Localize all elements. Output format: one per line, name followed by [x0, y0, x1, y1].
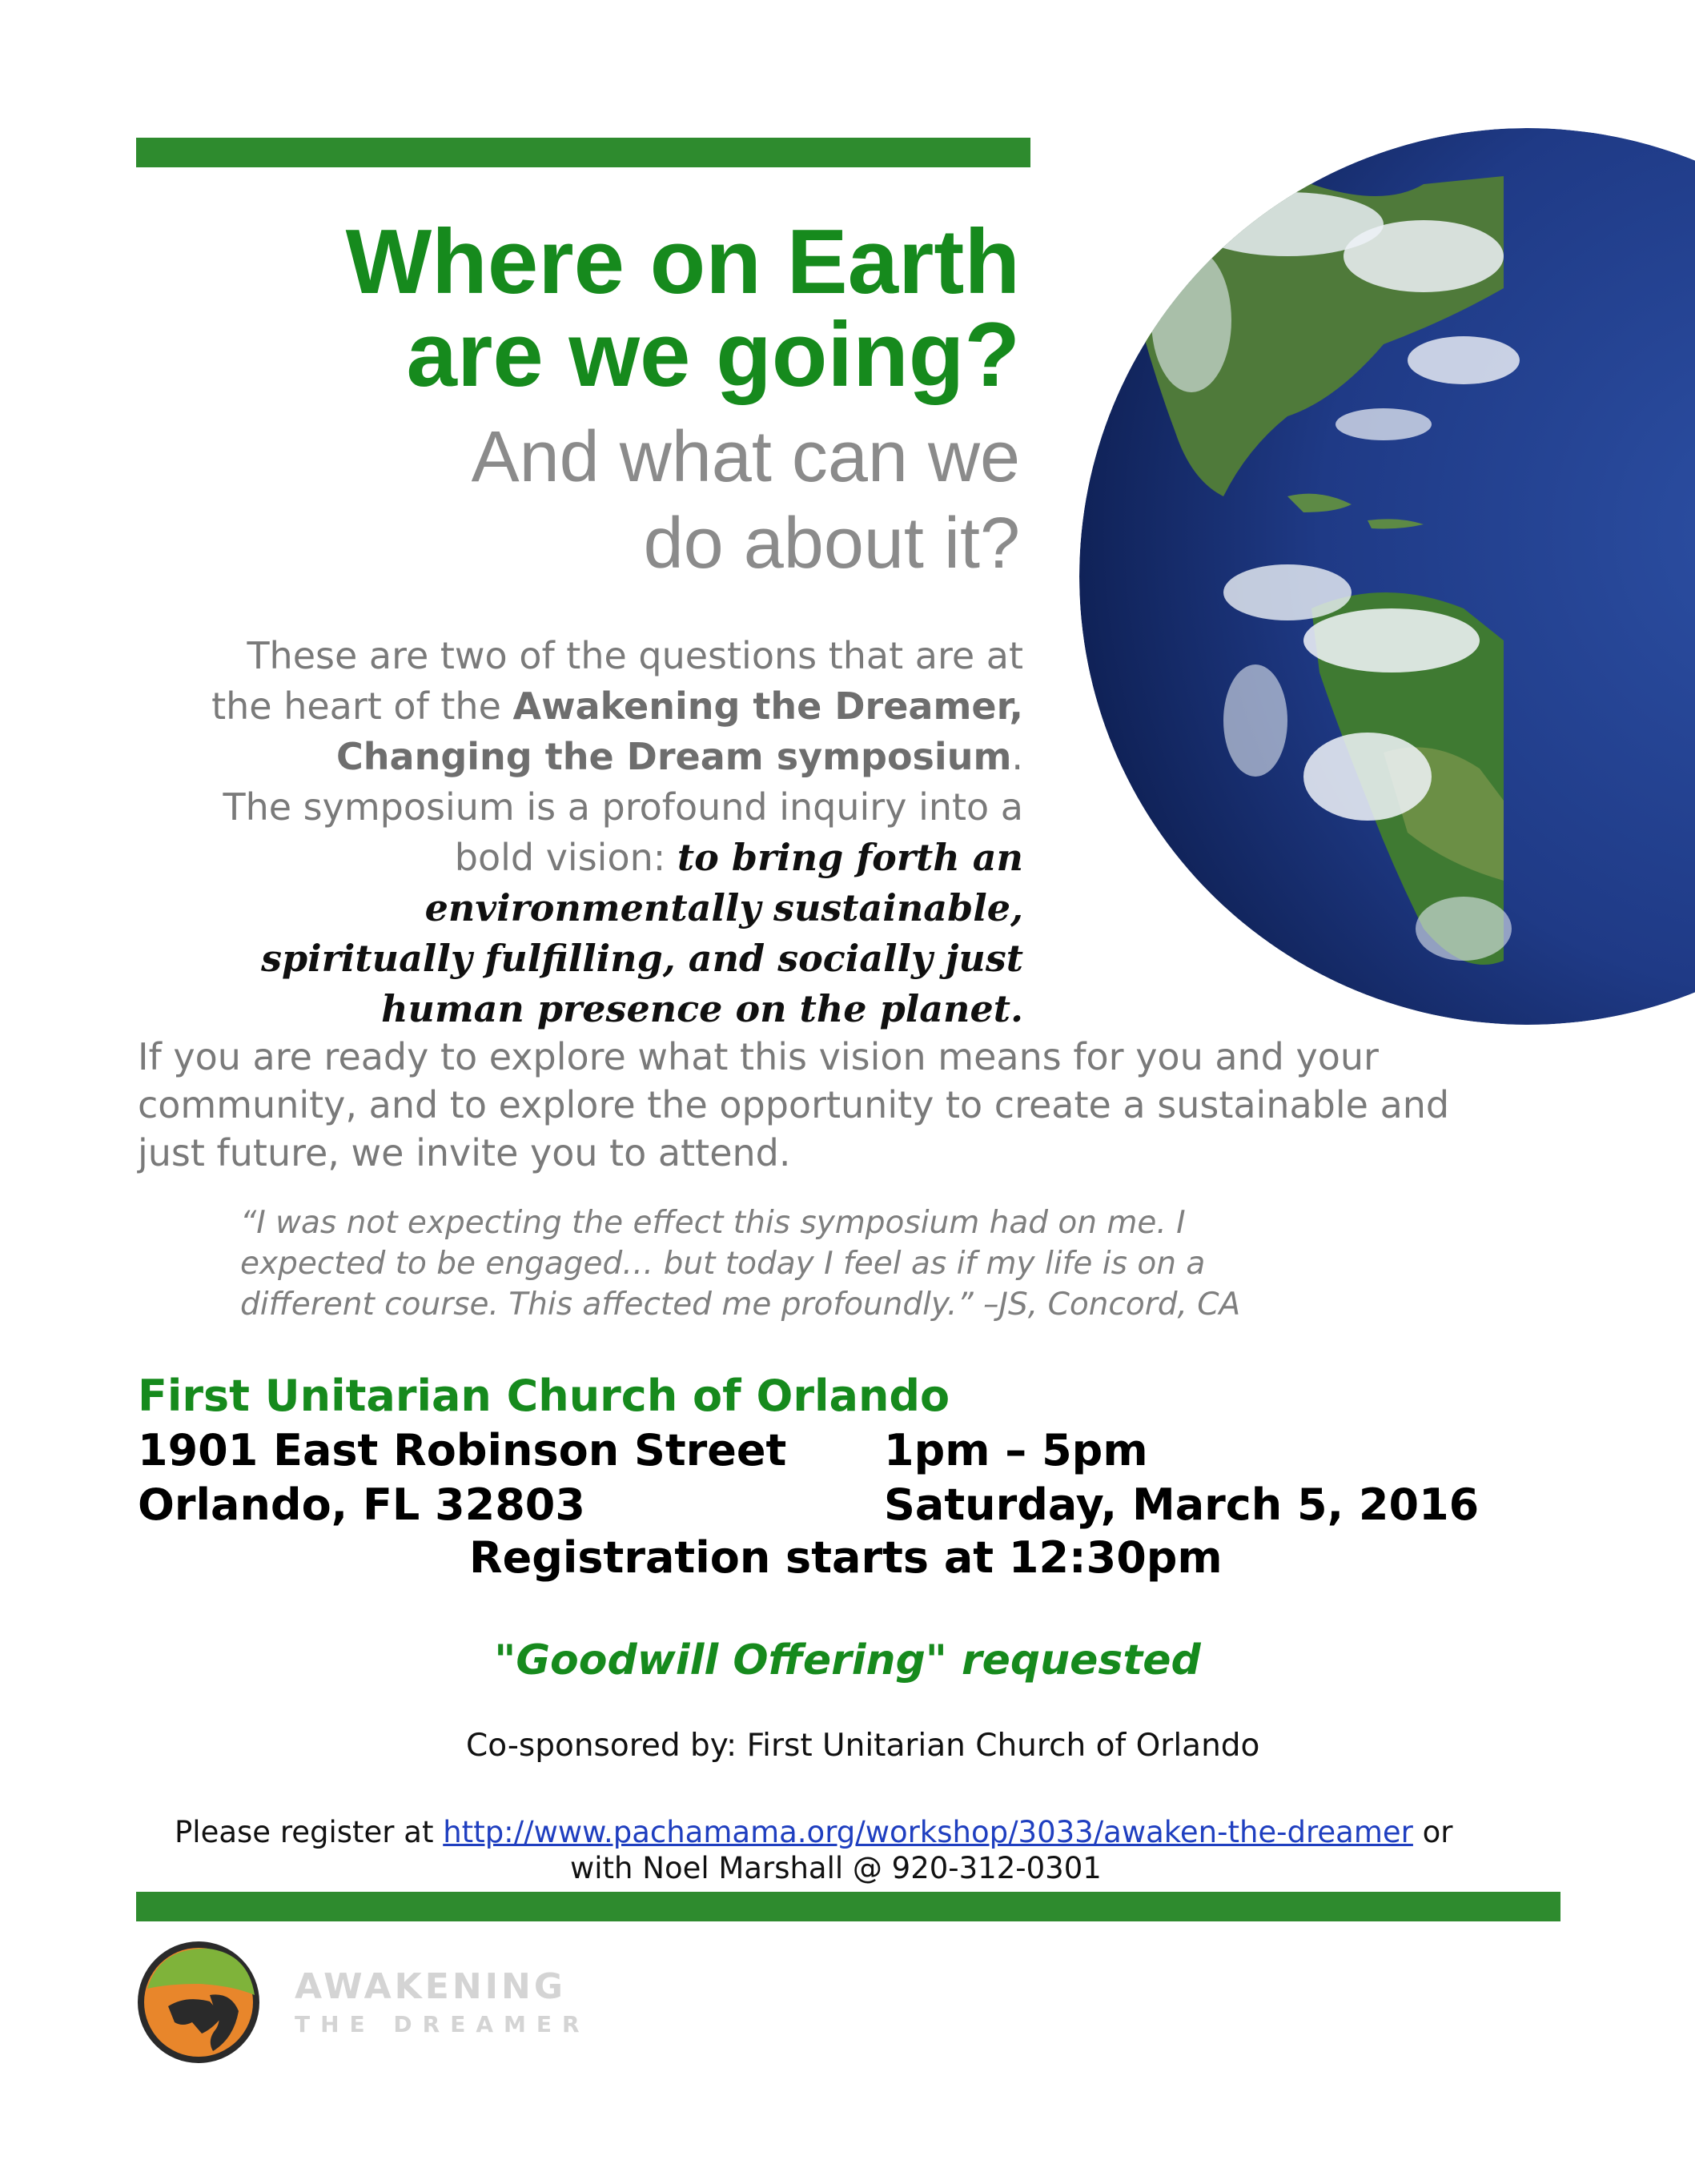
- intro-line-1: These are two of the questions that are at: [247, 634, 1023, 677]
- venue-name: First Unitarian Church of Orlando: [138, 1371, 950, 1421]
- logo-word-dreamer: THE DREAMER: [295, 2011, 590, 2037]
- subheadline-line-1: And what can we: [471, 417, 1020, 497]
- vision-text-start: to bring forth an: [677, 836, 1023, 879]
- testimonial-line-1: “I was not expecting the effect this symposium had on me. I: [240, 1205, 1186, 1241]
- awakening-dreamer-logo: [136, 1939, 590, 2066]
- intro-line-3: Changing the Dream symposium.: [336, 735, 1023, 778]
- offering-note: "Goodwill Offering" requested: [494, 1636, 1201, 1684]
- event-time: 1pm – 5pm: [884, 1425, 1148, 1475]
- program-name-part-1: Awakening the Dreamer,: [512, 685, 1023, 728]
- invite-line-2: community, and to explore the opportunity to create a sustainable and: [138, 1083, 1450, 1126]
- headline-line-1: Where on Earth: [345, 211, 1020, 313]
- register-line-2: with Noel Marshall @ 920-312-0301: [570, 1851, 1102, 1885]
- earth-image: [1047, 160, 1504, 1009]
- intro-line-4: The symposium is a profound inquiry into a: [223, 785, 1023, 829]
- subheadline-line-2: do about it?: [643, 504, 1020, 584]
- register-line-1: Please register at http://www.pachamama.org/workshop/3033/awaken-the-dreamer or: [175, 1815, 1453, 1849]
- venue-street: 1901 East Robinson Street: [138, 1425, 787, 1475]
- headline-line-2: are we going?: [406, 304, 1020, 406]
- vision-line-2: environmentally sustainable,: [424, 886, 1023, 929]
- invite-line-1: If you are ready to explore what this vision means for you and your: [138, 1035, 1379, 1078]
- logo-word-awakening: AWAKENING: [295, 1966, 566, 2007]
- registration-time: Registration starts at 12:30pm: [469, 1532, 1223, 1583]
- vision-line-4: human presence on the planet.: [381, 987, 1023, 1030]
- intro-line-2: the heart of the Awakening the Dreamer,: [211, 685, 1023, 728]
- program-name-part-2: Changing the Dream symposium: [336, 735, 1012, 778]
- bottom-divider-bar: [136, 1892, 1560, 1921]
- event-date: Saturday, March 5, 2016: [884, 1479, 1480, 1530]
- venue-city: Orlando, FL 32803: [138, 1479, 585, 1530]
- vision-line-3: spiritually fulfilling, and socially just: [261, 937, 1023, 980]
- testimonial-line-3: different course. This affected me profoundly.” –JS, Concord, CA: [240, 1287, 1241, 1323]
- invite-line-3: just future, we invite you to attend.: [138, 1131, 791, 1174]
- testimonial-line-2: expected to be engaged… but today I feel as if my life is on a: [240, 1246, 1206, 1282]
- intro-line-5: bold vision: to bring forth an: [454, 836, 1023, 879]
- cosponsor-note: Co-sponsored by: First Unitarian Church of Orlando: [466, 1728, 1260, 1764]
- top-divider-bar: [136, 138, 1030, 167]
- register-link[interactable]: http://www.pachamama.org/workshop/3033/awaken-the-dreamer: [443, 1815, 1413, 1849]
